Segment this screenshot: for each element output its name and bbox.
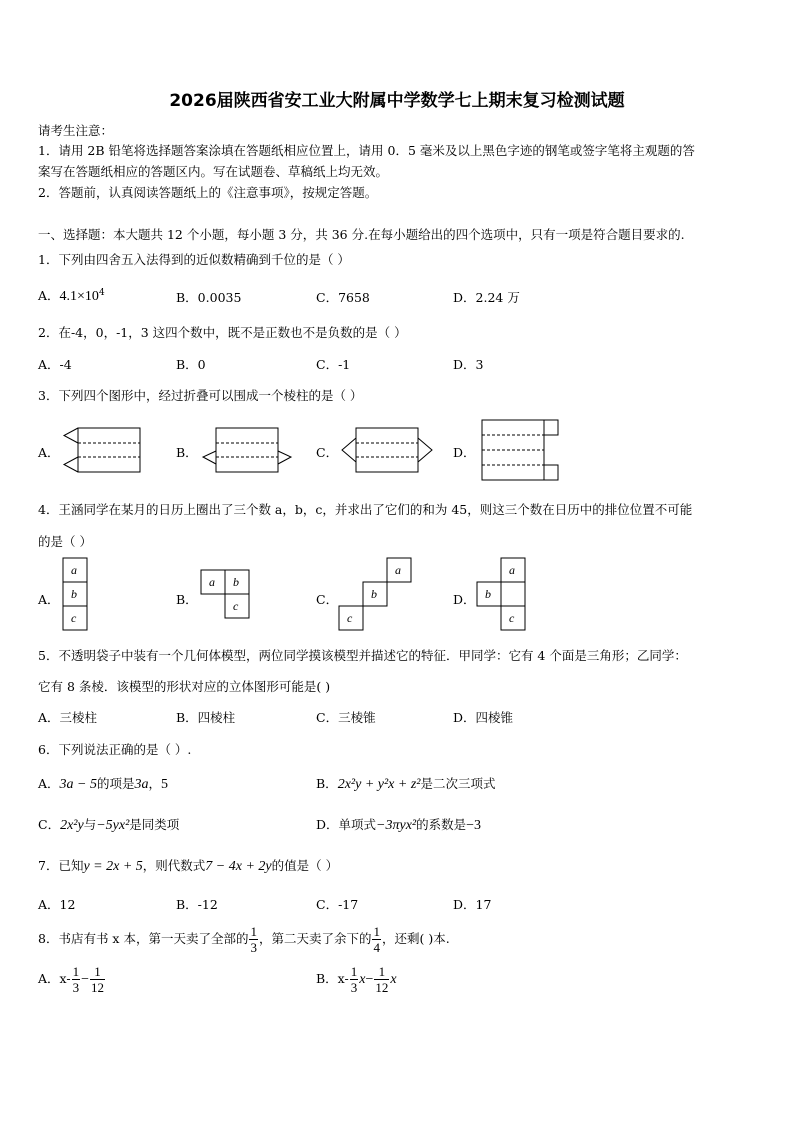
q4-option-a: A． [38,592,60,607]
q1-option-a: A．$4.1\times 10^4$ [38,287,105,304]
cell-a: a [395,563,401,577]
q3-figure-a [60,424,142,476]
cell-a: a [209,575,215,589]
q5-option-a: A．三棱柱 [38,710,98,725]
question-1-stem: 1．下列由四舍五入法得到的近似数精确到千位的是（ ） [38,252,350,267]
q6-option-b: B．2x²y + y²x + z²是二次三项式 [316,776,496,792]
q4-figure-a [60,556,90,634]
question-5-stem: 5．不透明袋子中装有一个几何体模型，两位同学摸该模型并描述它的特征．甲同学：它有 4 个面是三角形；乙同学： [38,648,687,663]
q3-option-a: A． [38,445,60,460]
q8-option-b: B．x- $\frac{1}{3}$ x− $\frac{1}{12}$ x [316,964,397,995]
q1-option-c: C．7658 [316,290,370,305]
q3-figure-c [338,424,436,476]
q7-option-c: C．-17 [316,897,359,912]
q4-option-d: D． [453,592,476,607]
q7-option-d: D．17 [453,897,492,912]
q4-option-b: B． [176,592,198,607]
notice-item-2: 2．答题前，认真阅读答题纸上的《注意事项》，按规定答题。 [38,185,378,200]
fraction: $\frac{1}{3}$ [250,924,257,955]
fraction: $\frac{1}{12}$ [375,964,389,995]
q6-option-d: D．单项式−3πyx²的系数是−3 [316,817,482,833]
q6-option-c: C．2x²y与−5yx²是同类项 [38,817,180,833]
fraction: $\frac{1}{3}$ [350,964,358,995]
q4-figure-d [474,556,530,634]
q4-figure-c [336,556,416,634]
q3-option-d: D． [453,445,476,460]
fraction: $\frac{1}{4}$ [373,924,380,955]
cell-b: b [71,587,77,601]
q2-option-d: D．3 [453,357,484,372]
q5-option-c: C．三棱锥 [316,710,376,725]
question-6-stem: 6．下列说法正确的是（ ）. [38,742,192,757]
q2-option-a: A．-4 [38,357,72,372]
cell-a: a [509,563,515,577]
cell-c: c [509,611,515,625]
fraction: $\frac{1}{12}$ [91,964,104,995]
question-4-stem: 4．王涵同学在某月的日历上圈出了三个数 a，b，c，并求出了它们的和为 45，则这三个数在日历中的排位位置不可能 [38,502,693,517]
q2-option-c: C．-1 [316,357,351,372]
q7-option-b: B．-12 [176,897,218,912]
notice-item-1-cont: 案写在答题纸相应的答题区内。写在试题卷、草稿纸上均无效。 [38,164,389,179]
notice-item-1: 1．请用 2B 铅笔将选择题答案涂填在答题纸相应位置上，请用 0．5 毫米及以上黑色字迹的钢笔或签字笔将主观题的答 [38,143,695,158]
cell-b: b [233,575,239,589]
cell-c: c [233,599,239,613]
q3-option-b: B． [176,445,198,460]
q3-option-c: C． [316,445,339,460]
q5-option-b: B．四棱柱 [176,710,236,725]
cell-a: a [71,563,77,577]
q4-figure-b [198,568,254,622]
q1-option-b: B．0.0035 [176,290,242,305]
cell-c: c [71,611,77,625]
section-heading: 一、选择题：本大题共 12 个小题，每小题 3 分，共 36 分.在每小题给出的四个选项中，只有一项是符合题目要求的. [38,227,685,242]
fraction: $\frac{1}{3}$ [72,964,80,995]
question-3-stem: 3．下列四个图形中，经过折叠可以围成一个棱柱的是（ ） [38,388,363,403]
cell-b: b [371,587,377,601]
question-2-stem: 2．在-4，0，-1，3 这四个数中，既不是正数也不是负数的是（ ） [38,325,407,340]
q8-option-a: A．x- $\frac{1}{3}$ − $\frac{1}{12}$ [38,964,104,995]
q1-option-d: D．2.24 万 [453,290,520,305]
cell-b: b [485,587,491,601]
question-5-stem-cont: 它有 8 条棱．该模型的形状对应的立体图形可能是( ) [38,679,331,694]
q5-option-d: D．四棱锥 [453,710,514,725]
question-4-stem-cont: 的是（ ） [38,534,92,549]
q3-figure-d [478,416,562,484]
question-7-stem: 7．已知y = 2x + 5，则代数式7 − 4x + 2y的值是（ ） [38,858,339,874]
q6-option-a: A．3a − 5的项是3a，5 [38,776,169,792]
question-8-stem: 8．书店有书 x 本，第一天卖了全部的 $\frac{1}{3}$ ，第二天卖了余下的 $\frac{1}{4}$ ，还剩( )本. [38,924,450,955]
cell-c: c [347,611,353,625]
q2-option-b: B．0 [176,357,206,372]
page-title: 2026届陕西省安工业大附属中学数学七上期末复习检测试题 [169,91,625,111]
q4-option-c: C． [316,592,339,607]
q3-figure-b [200,426,296,474]
notice-heading: 请考生注意： [38,123,114,138]
q7-option-a: A．12 [38,897,76,912]
